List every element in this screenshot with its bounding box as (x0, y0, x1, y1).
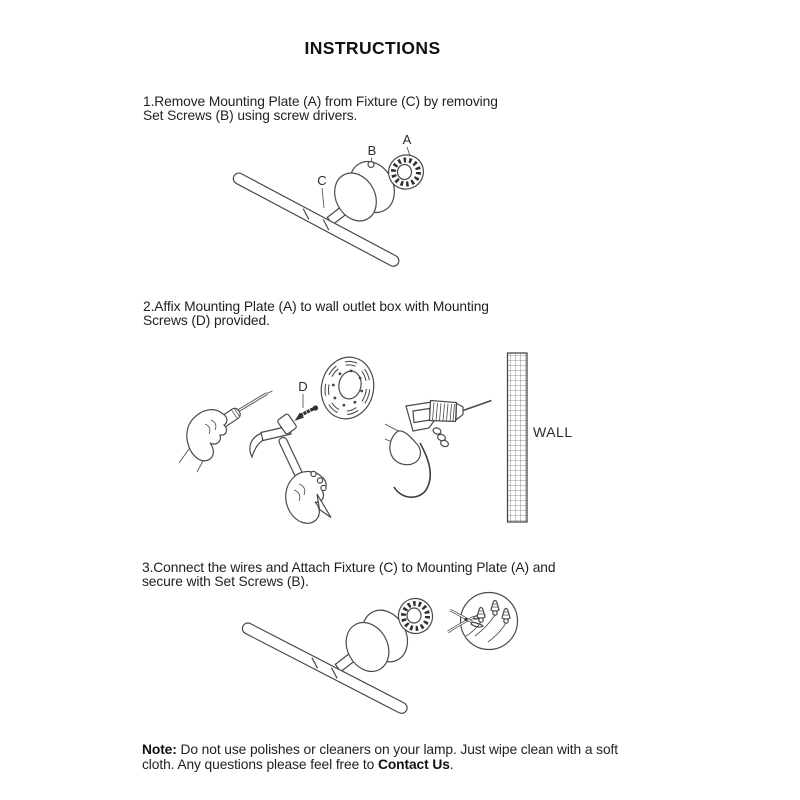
set-screw-hole (368, 162, 374, 168)
lamp-fixture-graphic-2 (240, 595, 436, 716)
label-c-line (322, 188, 324, 208)
wall-label: WALL (533, 424, 573, 440)
step1-text (143, 95, 498, 123)
mounting-screw-d (295, 379, 319, 421)
contact-us-text: Contact Us (377, 757, 450, 772)
step1-line1: 1.Remove Mounting Plate (A) from Fixture (C) by removing (143, 94, 498, 109)
page-title: INSTRUCTIONS (304, 38, 441, 58)
step3-text (142, 561, 555, 589)
mounting-plate-large (316, 352, 380, 423)
step2-diagram (150, 345, 580, 545)
wiring-detail-bubble (448, 593, 518, 650)
wall-graphic (508, 353, 573, 522)
note-suffix: . (449, 757, 454, 772)
drill-bit (463, 401, 492, 411)
step3-line2: secure with Set Screws (B). (142, 574, 309, 590)
lamp-fixture-graphic (231, 132, 428, 268)
label-d: D (298, 379, 308, 394)
care-note (142, 742, 620, 772)
note-label: Note: (142, 742, 177, 757)
hammer-hand (250, 413, 331, 523)
label-b: B (367, 143, 377, 158)
step3-line1: 3.Connect the wires and Attach Fixture (C) to Mounting Plate (A) and (142, 560, 556, 575)
label-c: C (317, 173, 327, 188)
screwdriver-hand (179, 391, 273, 472)
label-a: A (402, 132, 412, 147)
step1-line2: Set Screws (B) using screw drivers. (143, 108, 358, 124)
note-text: Do not use polishes or cleaners on your lamp. Just wipe clean with a soft cloth. Any questions please feel free to (142, 742, 618, 772)
step2-line1: 2.Affix Mounting Plate (A) to wall outlet box with Mounting (143, 299, 489, 314)
step1-diagram (215, 125, 485, 275)
drill-hand (385, 401, 492, 498)
step2-text (143, 300, 489, 328)
step3-diagram (225, 588, 525, 723)
step2-line2: Screws (D) provided. (143, 313, 270, 329)
